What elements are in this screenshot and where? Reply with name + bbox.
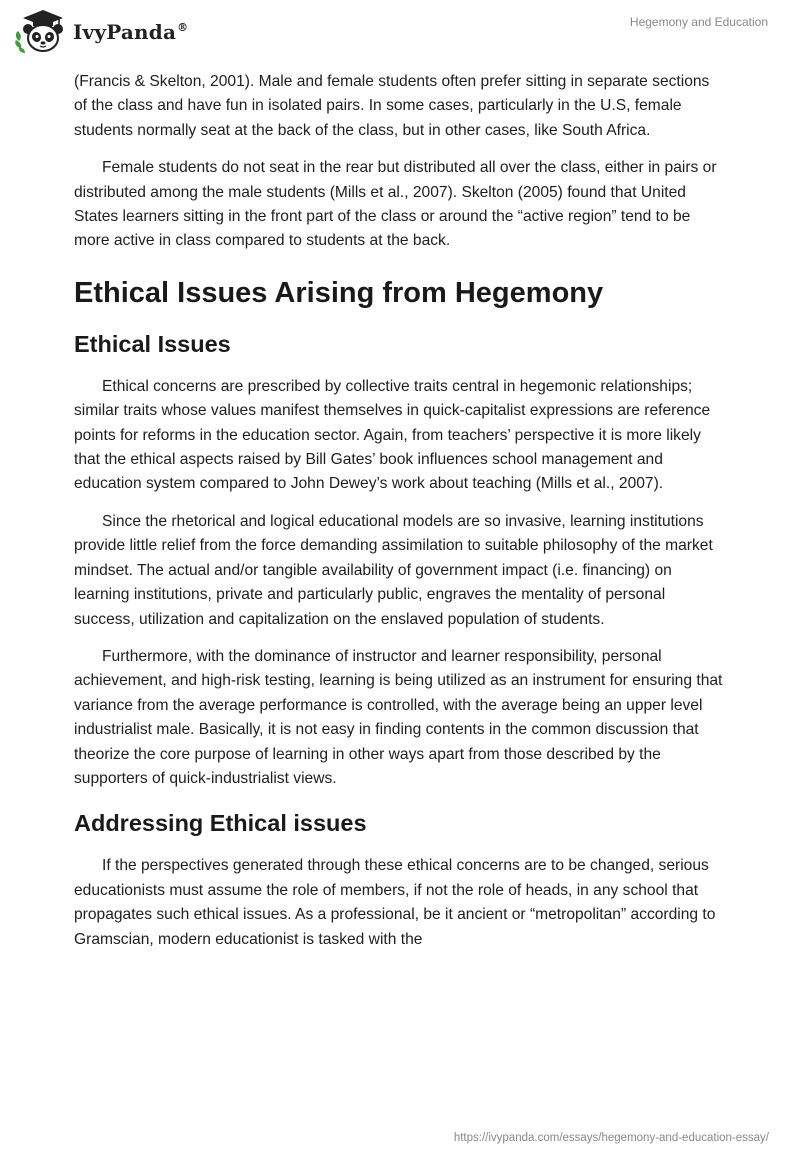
paragraph: (Francis & Skelton, 2001). Male and female students often prefer sitting in separate sections of the class and have fun in isolated pairs. In some cases, particularly in the U.S, female students normally seat at the back of the class, but in other cases, like South Africa. <box>74 73 710 139</box>
essay-body <box>74 70 726 965</box>
page-header <box>0 0 800 60</box>
registered-mark: ® <box>177 21 189 35</box>
paragraph: Since the rhetorical and logical educational models are so invasive, learning institutions provide little relief from the force demanding assimilation to suitable philosophy of the market mindset. The actual and/or tangible availability of government impact (i.e. financing) on learning institutions, private and particularly public, engraves the mentality of personal success, utilization and capitalization on the enslaved population of students. <box>74 512 713 628</box>
subsection-heading: Ethical Issues <box>74 330 231 357</box>
logo-wordmark <box>73 20 188 44</box>
paragraph: Furthermore, with the dominance of instructor and learner responsibility, personal achievement, and high-risk testing, learning is being utilized as an instrument for ensuring that variance from the average performance is controlled, with the average being an upper level industrialist male. Basically, it is not easy in finding contents in the common discussion that theorize the core purpose of learning in other ways apart from those described by the supporters of quick-industrialist views. <box>74 647 723 787</box>
logo-text: IvyPanda <box>73 20 177 44</box>
paragraph: Female students do not seat in the rear but distributed all over the class, either in pairs or distributed among the male students (Mills et al., 2007). Skelton (2005) found that United States learners sitting in the front part of the class or around the “active region” tend to be more active in class compared to students at the back. <box>74 159 717 250</box>
panda-graduation-cap-icon <box>15 8 67 54</box>
subsection-heading: Addressing Ethical issues <box>74 810 367 837</box>
ivypanda-logo[interactable] <box>15 8 188 54</box>
section-heading: Ethical Issues Arising from Hegemony <box>74 276 604 309</box>
paragraph: Ethical concerns are prescribed by collective traits central in hegemonic relationships; similar traits whose values manifest themselves in quick-capitalist expressions are reference points for reforms in the education sector. Again, from teachers’ perspective it is more likely that the ethical aspects raised by Bill Gates’ book influences school management and education system compared to John Dewey’s work about teaching (Mills et al., 2007). <box>74 377 711 493</box>
source-url-link[interactable]: https://ivypanda.com/essays/hegemony-and-education-essay/ <box>453 1132 769 1144</box>
document-title: Hegemony and Education <box>629 15 768 29</box>
paragraph: If the perspectives generated through these ethical concerns are to be changed, serious educationists must assume the role of members, if not the role of heads, in any school that propagates such ethical issues. As a professional, be it ancient or “metropolitan” according to Gramscian, modern educationist is tasked with the <box>74 857 716 948</box>
